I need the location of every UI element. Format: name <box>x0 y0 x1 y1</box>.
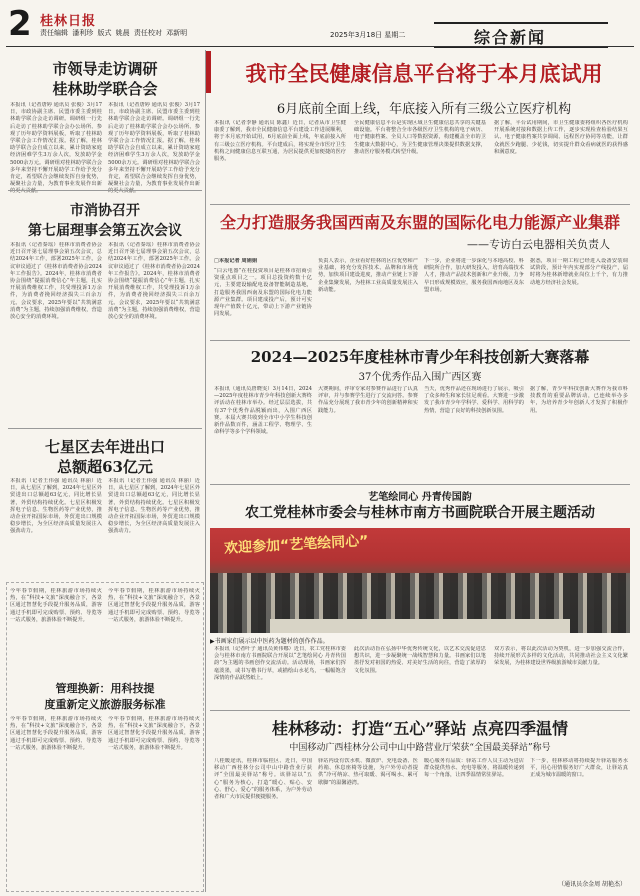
youth-body-col2: 大赛期间，评审专家对参赛作品进行了认真评审，并与参赛学生进行了交流问答。参赛作品充分展现了我市青少年的创新精神和实践能力。 <box>318 386 418 414</box>
section-banner <box>434 22 608 48</box>
youth-body-col4: 据了解，青少年科技创新大赛作为我市科技教育的重要品牌活动，已连续举办多年，为培养青少年创新人才发挥了积极作用。 <box>530 386 628 414</box>
box-title-line1: 管理换新：用科技提 <box>55 682 155 695</box>
art-kicker: 艺笔绘同心 丹青传国韵 <box>368 492 472 503</box>
section-title: 综合新闻 <box>474 28 547 47</box>
lead-headline: 我市全民健康信息平台将于本月底试用 <box>245 62 603 86</box>
divider <box>210 484 630 485</box>
story1-title-line1: 市领导走访调研 <box>52 60 158 78</box>
power-body-col3: 下一步，企业将进一步深化与本地高校、科研院所合作，加大研发投入，培育高端技术人才，推动产品技术创新和产业升级，力争早日形成规模效应，服务我国西南地区及东盟市场。 <box>424 258 524 293</box>
editor-credits: 责任编辑 潘利珍 版式 姚晨 责任校对 邓新明 <box>40 29 188 37</box>
power-byline: □本报记者 周娟娟 <box>214 258 258 264</box>
story3-title-line2: 总额超63亿元 <box>57 458 153 476</box>
power-subhead: ——专访白云电器相关负责人 <box>467 238 610 251</box>
photo-table <box>270 619 570 633</box>
youth-headline: 2024—2025年度桂林市青少年科技创新大赛落幕 <box>250 348 590 366</box>
lead-accent-bar <box>206 51 211 93</box>
mobile-body-col3: 暖心服务有品质：驿站工作人员主动为进店群众提供热水、充电等服务，将温暖传递到每一个角落，让四季温情常驻驿站。 <box>424 758 524 779</box>
column-divider <box>205 50 206 892</box>
power-body-col1: “白云电器”在桂投资项目是桂林市招商引资重点项目之一。项目总投资约数十亿元，主要建设输配电设备智能制造基地，打造服务我国西南及东盟的国际化电力能源产业集群。项目建成投产后，预计可实现年产值数十亿元，带动上下游产业链协同发展。 <box>214 268 312 318</box>
box-body-top: 今年春节假期，桂林旅游市场持续火热，在“科技+文旅”深度融合下，各景区通过智慧化手段提升服务品质，游客通过手机即可完成购票、预约、导览等一站式服务，旅游体验不断提升。 <box>10 588 102 623</box>
divider <box>8 428 202 429</box>
art-body-col2: 此次活动旨在弘扬中华优秀传统文化，以艺术交流促进思想共识，进一步凝聚统一战线智慧和力量。书画家们以笔墨抒发对祖国的热爱、对美好生活的向往，营造了浓厚的文化氛围。 <box>354 646 486 674</box>
power-headline: 全力打造服务我国西南及东盟的国际化电力能源产业集群 <box>219 213 620 232</box>
art-body-col1: 本报讯（记者叶子 通讯员黄伟娜）近日，农工党桂林市委会与桂林市南方书画院联合开展以“艺笔绘同心 丹青传国韵”为主题的书画创作交流活动。活动现场，书画家们挥毫泼墨，或书写楷书行草，或描绘山水花鸟，一幅幅饱含深情的作品跃然纸上。 <box>214 646 346 681</box>
page-number: 2 <box>8 4 32 44</box>
box-body-top-cont: 今年春节假期，桂林旅游市场持续火热，在“科技+文旅”深度融合下，各景区通过智慧化手段提升服务品质，游客通过手机即可完成购票、预约、导览等一站式服务，旅游体验不断提升。 <box>108 588 200 623</box>
story2-body: 本报讯（记者秦瑶）桂林市消费者协会近日召开第七届理事会第五次会议，总结2024年工作，部署2025年工作。会议审议通过了《桂林市消费者协会2024年工作报告》。2024年，桂林市消费者协会围绕“提振消费信心”年主题，扎实开展消费维权工作，共受理投诉1万余件，为消费者挽回经济损失三百余万元。会议要求，2025年要以“共筑满意消费”为主题，持续加强消费维权，营造放心安全的消费环境。 <box>10 242 102 321</box>
photo-caption: ▶书画家们展示以中医药为题材的创作作品。 <box>210 638 329 645</box>
story3-body-cont: 本报讯（记者王伟强 通讯员 林丽）近日，从七星区了解到，2024年七星区外贸进出口总额超63亿元，同比增长显著，外贸结构持续优化。七星区积极发挥电子信息、生物医药等产业优势，推动企业开拓国际市场，外贸进出口规模稳步增长，为全区经济高质量发展注入强劲动力。 <box>108 478 200 535</box>
header-rule <box>6 46 634 47</box>
divider <box>210 340 630 341</box>
story1-body-cont: 本报讯（记者唐婷 通讯员 张俊）3月17日，市政协副主席、民盟市委主委到桂林助学联合会走访调研。调研组一行先后走访了桂林助学联合会办公场所、参观了历年助学资料展板，听取了桂林助学联合会工作情况汇报。据了解，桂林助学联合会自成立以来，累计资助家庭经济困难学生3万余人次，发放助学金5000余万元。调研组对桂林助学联合会多年来坚持不懈开展助学工作给予充分肯定，希望联合会继续发挥自身优势，凝聚社会力量，为教育事业发展作出新的更大贡献。 <box>108 102 200 195</box>
box-body: 今年春节假期，桂林旅游市场持续火热，在“科技+文旅”深度融合下，各景区通过智慧化手段提升服务品质，游客通过手机即可完成购票、预约、导览等一站式服务，旅游体验不断提升。 <box>10 716 102 751</box>
story2-title-line1: 市消协召开 <box>70 203 140 219</box>
mobile-body-col1: 八桂暖途讯，桂林市临桂区、近日，中国移动广西桂林分公司中山中路营业厅获评“全国最美驿站”称号。该驿站以“五心”服务为核心，打造“暖心、贴心、安心、舒心、爱心”的服务体系，为户外劳动者和广大市民提供便捷服务。 <box>214 758 312 801</box>
mobile-body-col2: 驿站内设有饮水机、微波炉、充电设备、医药箱、休息座椅等设施，为户外劳动者提供“冷可纳凉、热可取暖、渴可喝水、累可歇脚”的温馨港湾。 <box>318 758 418 786</box>
mobile-body-col4: 下一步，桂林移动将持续提升驿站服务水平，用心用情服务好广大群众，让驿站真正成为城市温暖的窗口。 <box>530 758 628 779</box>
divider <box>8 190 202 191</box>
story1-body: 本报讯（记者唐婷 通讯员 张俊）3月17日，市政协副主席、民盟市委主委到桂林助学联合会走访调研。调研组一行先后走访了桂林助学联合会办公场所、参观了历年助学资料展板，听取了桂林助学联合会工作情况汇报。据了解，桂林助学联合会自成立以来，累计资助家庭经济困难学生3万余人次，发放助学金5000余万元。调研组对桂林助学联合会多年来坚持不懈开展助学工作给予充分肯定，希望联合会继续发挥自身优势，凝聚社会力量，为教育事业发展作出新的更大贡献。 <box>10 102 102 195</box>
story2-body-cont: 本报讯（记者秦瑶）桂林市消费者协会近日召开第七届理事会第五次会议，总结2024年工作，部署2025年工作。会议审议通过了《桂林市消费者协会2024年工作报告》。2024年，桂林市消费者协会围绕“提振消费信心”年主题，扎实开展消费维权工作，共受理投诉1万余件，为消费者挽回经济损失三百余万元。会议要求，2025年要以“共筑满意消费”为主题，持续加强消费维权，营造放心安全的消费环境。 <box>108 242 200 321</box>
youth-subhead: 37个优秀作品入围广西区赛 <box>358 372 482 383</box>
power-body-col4: 据悉，项目一期工程已经进入设备安装调试阶段，预计年内实现部分产线投产，届时将为桂林新增就业岗位上千个，有力推动地方经济社会发展。 <box>530 258 628 286</box>
art-body-col3: 双方表示，将以此次活动为契机，进一步加强交流合作，持续开展形式多样的文化活动，共同推动社会主义文化繁荣发展，为桂林建设世界级旅游城市贡献力量。 <box>494 646 628 667</box>
lead-subhead: 6月底前全面上线，年底接入所有三级公立医疗机构 <box>276 102 572 117</box>
youth-body-col1: 本报讯（通讯员唐晓雯）3月14日，2024—2025年度桂林市青少年科技创新大赛终评活动在桂林市举办。经过层层选拔，共有37个优秀作品脱颖而出，入围广西区赛。本届大赛共收到全市中小学生科技创新作品数百件，涵盖工程学、物理学、生命科学等多个学科领域。 <box>214 386 312 436</box>
power-body-col2: 负责人表示，企业看好桂林的区位优势和产业基础，将充分发挥技术、品牌和市场优势，加快项目建设进度，推动产业链上下游企业集聚发展，为桂林工业高质量发展注入新动能。 <box>318 258 418 293</box>
story3-title-line1: 七星区去年进出口 <box>44 438 165 456</box>
mobile-headline: 桂林移动：打造“五心”驿站 点亮四季温情 <box>272 719 568 738</box>
edition-date: 2025年3月18日 星期二 <box>330 31 406 39</box>
story2-title-line2: 第七届理事会第五次会议 <box>28 223 182 239</box>
lead-body-col2: 全民健康信息平台是实现区域卫生健康信息共享的关键基础设施。平台将整合全市各级医疗卫生机构的电子病历、电子健康档案、全员人口等数据资源，构建覆盖全市的卫生健康大数据中心，为卫生健康管理决策提供数据支撑，推动医疗服务模式转型升级。 <box>354 120 486 155</box>
box-title-line2: 度重新定义旅游服务标准 <box>44 698 166 711</box>
mobile-credit: （通讯员余金周 胡艳杰） <box>558 881 626 888</box>
divider <box>210 204 630 205</box>
story1-title-line2: 桂林助学联合会 <box>52 80 158 98</box>
photo-banner-text: 欢迎参加“艺笔绘同心” <box>223 533 369 557</box>
box-body-cont: 今年春节假期，桂林旅游市场持续火热，在“科技+文旅”深度融合下，各景区通过智慧化手段提升服务品质，游客通过手机即可完成购票、预约、导览等一站式服务，旅游体验不断提升。 <box>108 716 200 751</box>
masthead: 桂林日报 <box>40 14 97 29</box>
divider <box>210 710 630 711</box>
art-headline: 农工党桂林市委会与桂林市南方书画院联合开展主题活动 <box>245 505 595 521</box>
story3-body: 本报讯（记者王伟强 通讯员 林丽）近日，从七星区了解到，2024年七星区外贸进出口总额超63亿元，同比增长显著，外贸结构持续优化。七星区积极发挥电子信息、生物医药等产业优势，推动企业开拓国际市场，外贸进出口规模稳步增长，为全区经济高质量发展注入强劲动力。 <box>10 478 102 535</box>
mobile-subhead: 中国移动广西桂林分公司中山中路营业厅荣获“全国最美驿站”称号 <box>289 743 551 753</box>
lead-body-col3: 据了解，平台试用期间，市卫生健康委将组织各医疗机构开展系统对接和数据上传工作，逐步实现检查检验结果互认、电子健康档案共享调阅、远程医疗协同等功能，让群众就医少跑腿、少花钱，切实提升群众看病就医的获得感和满意度。 <box>494 120 628 155</box>
youth-body-col3: 当天，优秀作品还在现场进行了展示，吸引了众多师生和家长驻足观看。大赛进一步激发了我市青少年学科学、爱科学、用科学的热情，营造了良好的科技创新氛围。 <box>424 386 524 414</box>
event-photo <box>210 528 630 633</box>
page-header <box>6 4 634 47</box>
lead-body-col1: 本报讯（记者李静 通讯员 陈鑫）近日，记者从市卫生健康委了解到，我市全民健康信息平台建设工作进展顺利，将于本月底开始试用，6月底前全面上线，年底前接入所有三级公立医疗机构。平台建成后，将实现全市医疗卫生机构之间健康信息互联互通，为居民提供更加便捷的医疗服务。 <box>214 120 346 163</box>
